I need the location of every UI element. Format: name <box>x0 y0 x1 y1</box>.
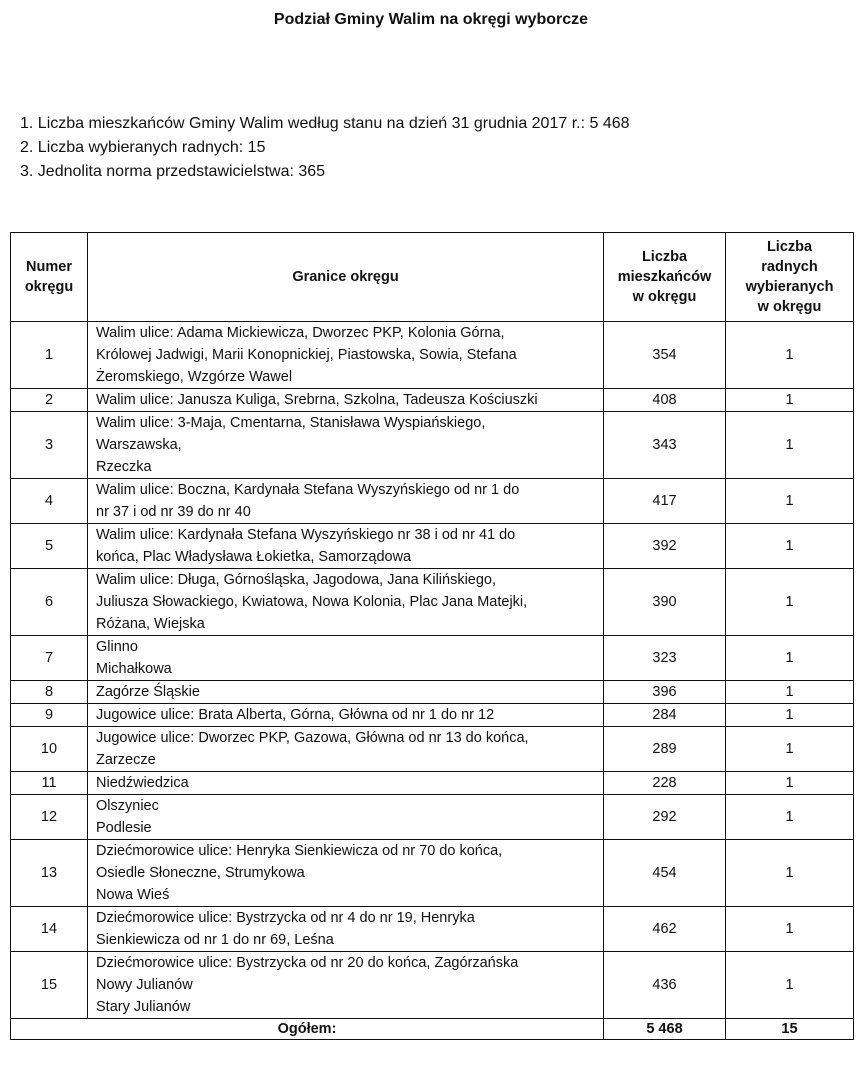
district-councillors: 1 <box>726 840 854 907</box>
boundary-line: Jugowice ulice: Brata Alberta, Górna, Główna od nr 1 do nr 12 <box>96 707 495 723</box>
district-residents: 408 <box>604 389 726 412</box>
district-residents: 390 <box>604 569 726 636</box>
boundary-line: Jugowice ulice: Dworzec PKP, Gazowa, Główna od nr 13 do końca, <box>96 730 529 746</box>
district-residents: 454 <box>604 840 726 907</box>
district-councillors: 1 <box>726 524 854 569</box>
district-number: 5 <box>11 524 88 569</box>
boundary-line: Olszyniec <box>96 798 159 814</box>
district-councillors: 1 <box>726 907 854 952</box>
district-residents: 462 <box>604 907 726 952</box>
district-boundaries <box>88 727 604 772</box>
boundary-line: Podlesie <box>96 820 152 836</box>
table-row <box>11 681 854 704</box>
boundary-line: Królowej Jadwigi, Marii Konopnickiej, Piastowska, Sowia, Stefana <box>96 347 517 363</box>
electoral-districts-table <box>10 232 854 1040</box>
boundary-line: Walim ulice: Boczna, Kardynała Stefana Wyszyńskiego od nr 1 do <box>96 482 520 498</box>
table-row <box>11 840 854 907</box>
table-row <box>11 636 854 681</box>
district-councillors: 1 <box>726 636 854 681</box>
table-row <box>11 952 854 1019</box>
district-number: 3 <box>11 412 88 479</box>
district-boundaries <box>88 681 604 704</box>
district-residents: 343 <box>604 412 726 479</box>
table-total-row <box>11 1019 854 1040</box>
header-residents-count <box>604 233 726 322</box>
district-boundaries <box>88 569 604 636</box>
district-residents: 228 <box>604 772 726 795</box>
boundary-line: Sienkiewicza od nr 1 do nr 69, Leśna <box>96 932 334 948</box>
boundary-line: Michałkowa <box>96 661 172 677</box>
district-councillors: 1 <box>726 704 854 727</box>
document-title: Podział Gminy Walim na okręgi wyborcze <box>273 11 589 28</box>
summary-list <box>20 112 630 184</box>
district-number: 14 <box>11 907 88 952</box>
district-councillors: 1 <box>726 727 854 772</box>
district-boundaries <box>88 412 604 479</box>
table-row <box>11 412 854 479</box>
district-councillors: 1 <box>726 569 854 636</box>
boundary-line: Warszawska, <box>96 437 182 453</box>
district-number: 11 <box>11 772 88 795</box>
boundary-line: Żeromskiego, Wzgórze Wawel <box>96 369 293 385</box>
summary-item-population: 1. Liczba mieszkańców Gminy Walim według stanu na dzień 31 grudnia 2017 r.: 5 468 <box>20 115 630 132</box>
boundary-line: Glinno <box>96 639 138 655</box>
table-row <box>11 907 854 952</box>
district-boundaries <box>88 907 604 952</box>
district-boundaries <box>88 795 604 840</box>
table-row <box>11 524 854 569</box>
district-councillors: 1 <box>726 479 854 524</box>
boundary-line: Dziećmorowice ulice: Bystrzycka od nr 4 do nr 19, Henryka <box>96 910 475 926</box>
district-boundaries <box>88 704 604 727</box>
district-number: 6 <box>11 569 88 636</box>
header-line: wybieranych <box>745 279 834 295</box>
district-councillors: 1 <box>726 772 854 795</box>
district-number: 7 <box>11 636 88 681</box>
summary-item-representation-norm: 3. Jednolita norma przedstawicielstwa: 365 <box>20 163 326 180</box>
boundary-line: Nowa Wieś <box>96 887 170 903</box>
district-councillors: 1 <box>726 389 854 412</box>
header-line: w okręgu <box>632 289 697 305</box>
district-number: 8 <box>11 681 88 704</box>
district-boundaries <box>88 389 604 412</box>
district-residents: 396 <box>604 681 726 704</box>
table-row <box>11 322 854 389</box>
district-number: 4 <box>11 479 88 524</box>
boundary-line: Walim ulice: Adama Mickiewicza, Dworzec PKP, Kolonia Górna, <box>96 325 505 341</box>
boundary-line: nr 37 i od nr 39 do nr 40 <box>96 504 251 520</box>
boundary-line: Walim ulice: Kardynała Stefana Wyszyńskiego nr 38 i od nr 41 do <box>96 527 516 543</box>
district-residents: 292 <box>604 795 726 840</box>
district-councillors: 1 <box>726 412 854 479</box>
district-number: 1 <box>11 322 88 389</box>
boundary-line: Walim ulice: Janusza Kuliga, Srebrna, Szkolna, Tadeusza Kościuszki <box>96 392 538 408</box>
boundary-line: Juliusza Słowackiego, Kwiatowa, Nowa Kolonia, Plac Jana Matejki, <box>96 594 528 610</box>
summary-item-councillors: 2. Liczba wybieranych radnych: 15 <box>20 139 266 156</box>
header-line: okręgu <box>24 279 74 295</box>
table-row <box>11 727 854 772</box>
table-row <box>11 389 854 412</box>
boundary-line: Rzeczka <box>96 459 152 475</box>
district-number: 10 <box>11 727 88 772</box>
boundary-line: Stary Julianów <box>96 999 191 1015</box>
table-row <box>11 772 854 795</box>
district-boundaries <box>88 840 604 907</box>
district-boundaries <box>88 479 604 524</box>
header-line: Liczba <box>641 249 688 265</box>
header-district-boundaries <box>88 233 604 322</box>
header-councillors-count <box>726 233 854 322</box>
boundary-line: Osiedle Słoneczne, Strumykowa <box>96 865 305 881</box>
boundary-line: Różana, Wiejska <box>96 616 205 632</box>
boundary-line: Niedźwiedzica <box>96 775 189 791</box>
boundary-line: Zarzecze <box>96 752 156 768</box>
district-residents: 323 <box>604 636 726 681</box>
district-number: 13 <box>11 840 88 907</box>
district-boundaries <box>88 772 604 795</box>
table-row <box>11 795 854 840</box>
table-row <box>11 479 854 524</box>
total-label: Ogółem: <box>11 1019 604 1040</box>
header-line: Liczba <box>766 239 813 255</box>
district-councillors: 1 <box>726 322 854 389</box>
table-row <box>11 569 854 636</box>
header-line: w okręgu <box>757 299 822 315</box>
district-residents: 392 <box>604 524 726 569</box>
header-line: Numer <box>26 259 72 275</box>
district-boundaries <box>88 952 604 1019</box>
district-boundaries <box>88 636 604 681</box>
total-councillors: 15 <box>726 1019 854 1040</box>
header-line: mieszkańców <box>617 269 712 285</box>
boundary-line: Dziećmorowice ulice: Bystrzycka od nr 20 do końca, Zagórzańska <box>96 955 519 971</box>
district-number: 2 <box>11 389 88 412</box>
table-body <box>11 322 854 1019</box>
district-councillors: 1 <box>726 795 854 840</box>
district-residents: 289 <box>604 727 726 772</box>
district-residents: 354 <box>604 322 726 389</box>
header-district-number <box>11 233 88 322</box>
district-boundaries <box>88 524 604 569</box>
district-number: 15 <box>11 952 88 1019</box>
total-residents: 5 468 <box>604 1019 726 1040</box>
boundary-line: Walim ulice: Długa, Górnośląska, Jagodowa, Jana Kilińskiego, <box>96 572 497 588</box>
district-residents: 436 <box>604 952 726 1019</box>
district-boundaries <box>88 322 604 389</box>
header-line: Granice okręgu <box>292 269 399 285</box>
district-residents: 417 <box>604 479 726 524</box>
district-councillors: 1 <box>726 681 854 704</box>
table-row <box>11 704 854 727</box>
table-header-row <box>11 233 854 322</box>
district-councillors: 1 <box>726 952 854 1019</box>
boundary-line: Zagórze Śląskie <box>96 684 200 700</box>
boundary-line: Nowy Julianów <box>96 977 193 993</box>
district-number: 12 <box>11 795 88 840</box>
header-line: radnych <box>761 259 818 275</box>
boundary-line: Dziećmorowice ulice: Henryka Sienkiewicza od nr 70 do końca, <box>96 843 503 859</box>
district-number: 9 <box>11 704 88 727</box>
boundary-line: Walim ulice: 3-Maja, Cmentarna, Stanisława Wyspiańskiego, <box>96 415 486 431</box>
district-residents: 284 <box>604 704 726 727</box>
boundary-line: końca, Plac Władysława Łokietka, Samorządowa <box>96 549 412 565</box>
